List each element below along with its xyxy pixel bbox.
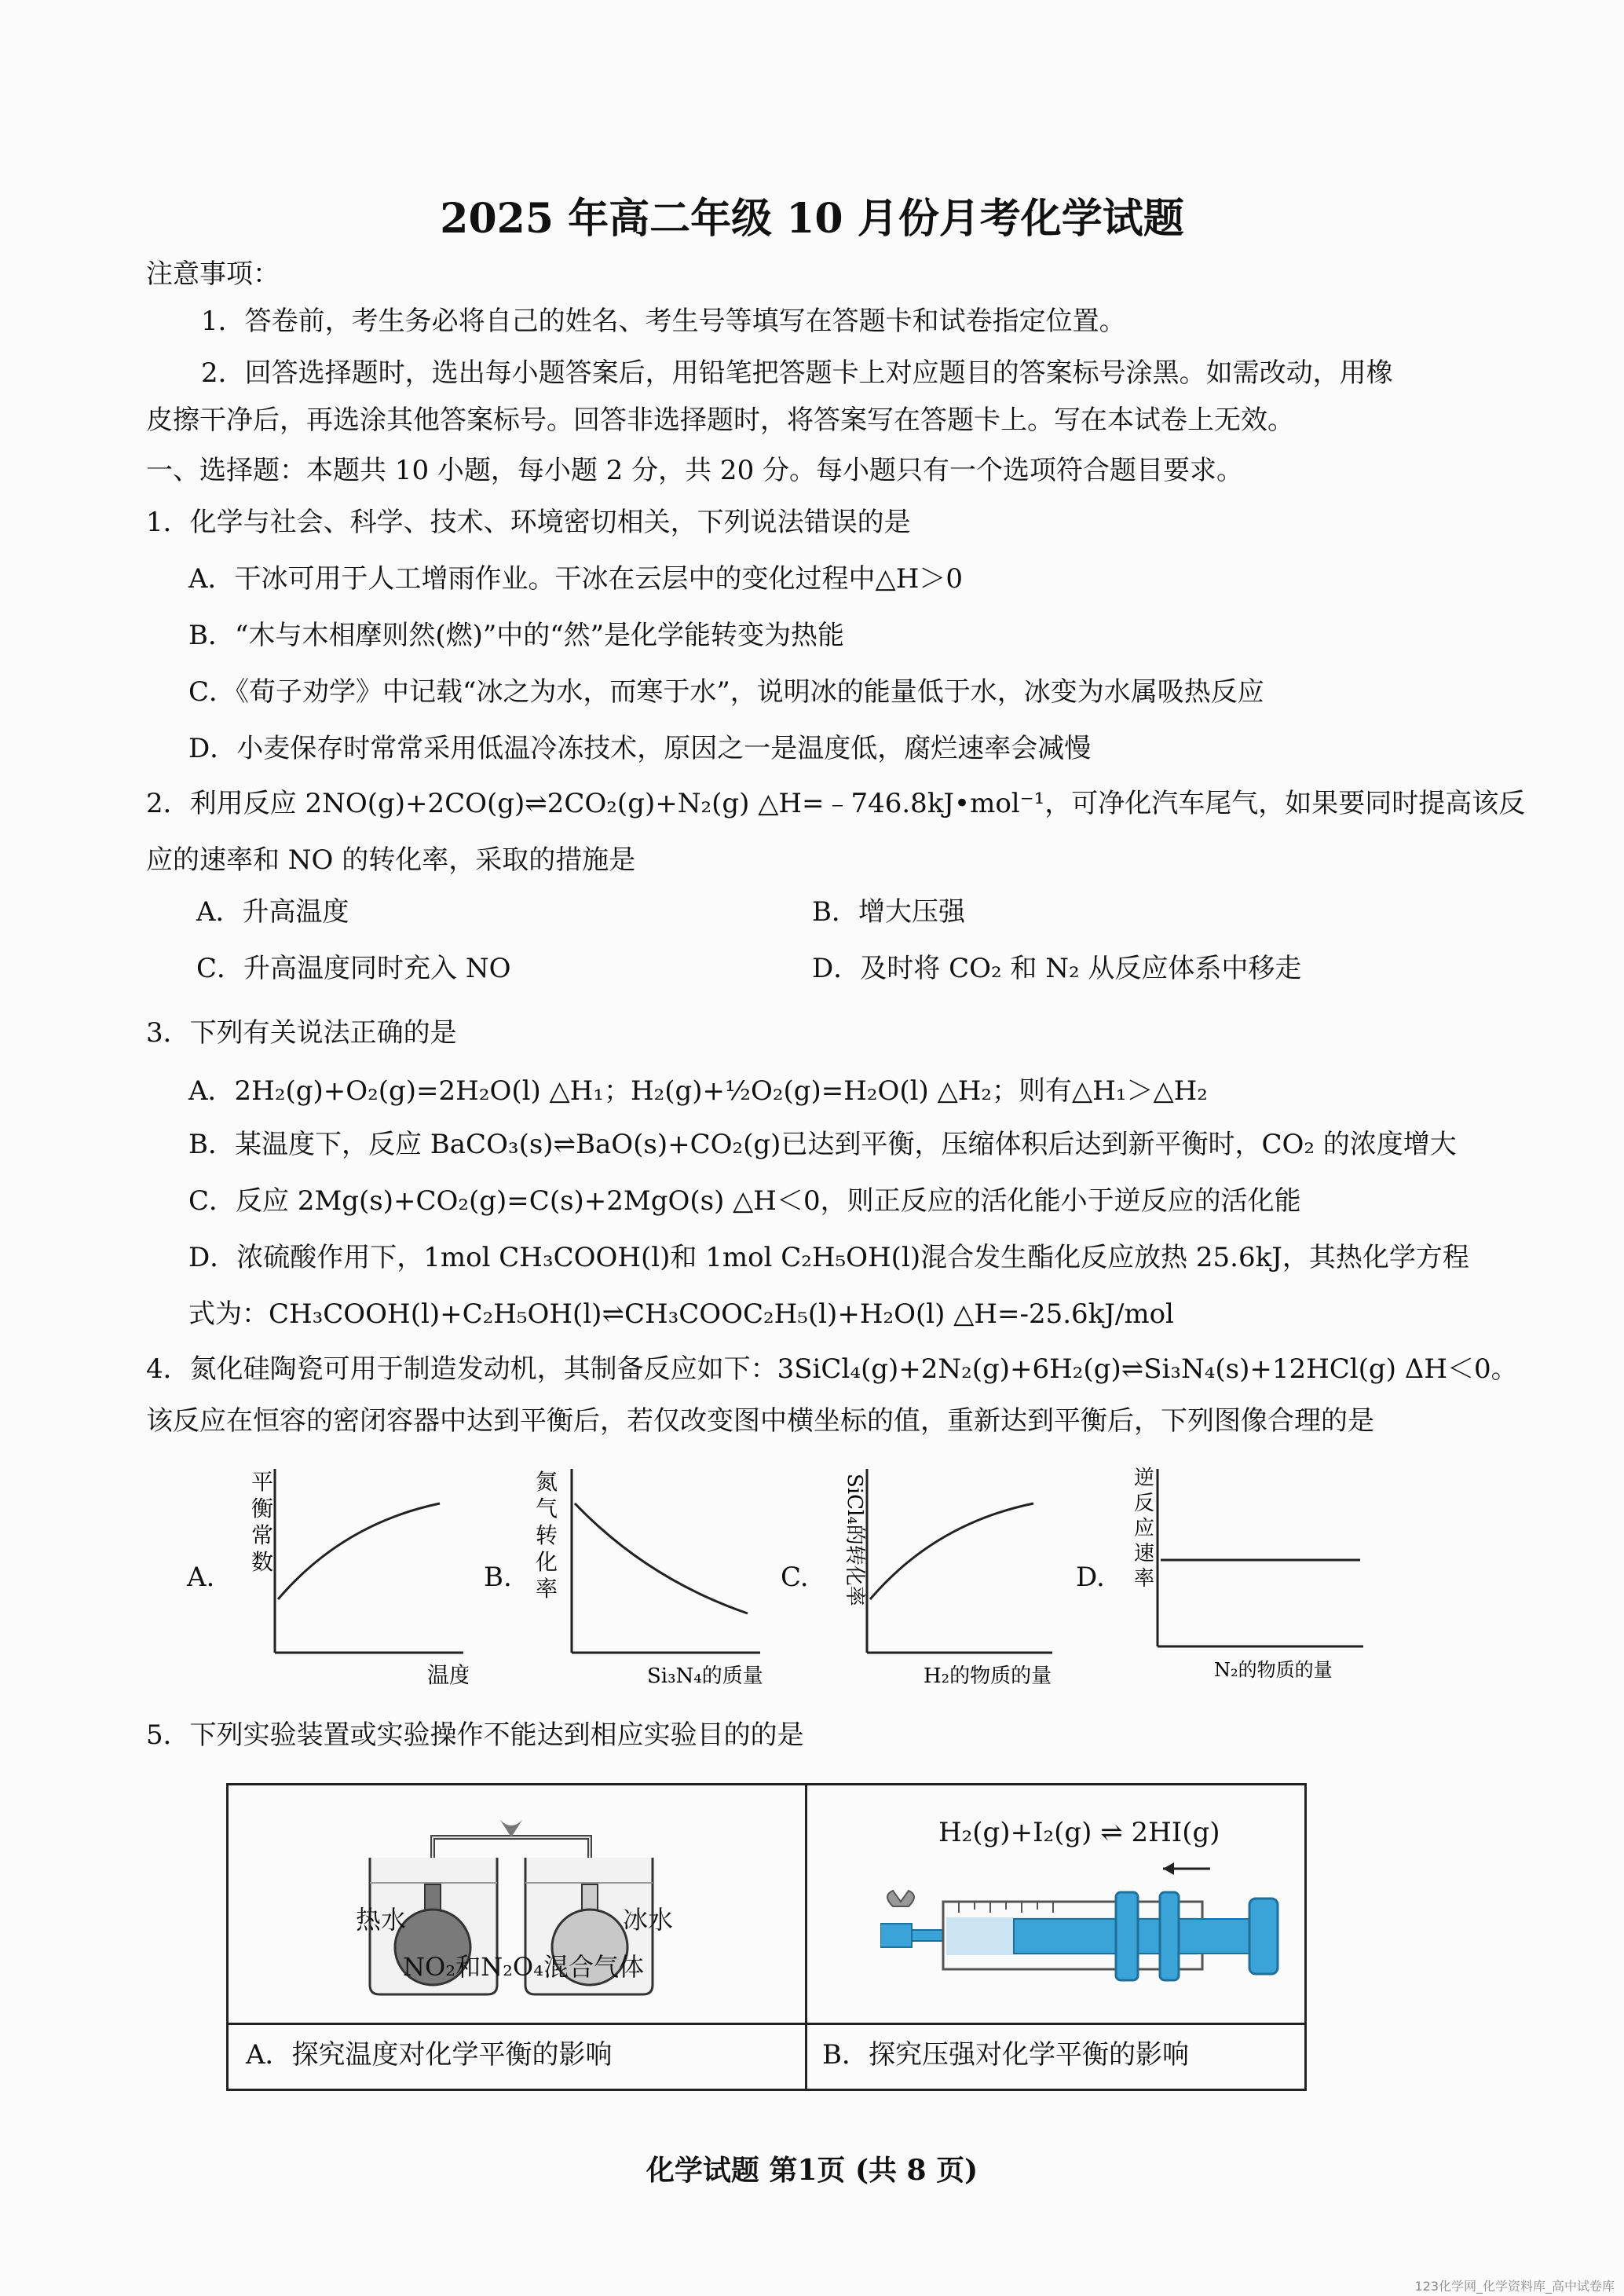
plunger-ring-2	[1160, 1892, 1179, 1980]
q5-caption-b: B．探究压强对化学平衡的影响	[822, 2039, 1189, 2071]
graph-b-svg	[521, 1461, 765, 1689]
q2-option-d: D．及时将 CO₂ 和 N₂ 从反应体系中移走	[812, 953, 1302, 984]
notice-item-1: 1．答卷前，考生务必将自己的姓名、考生号等填写在答题卡和试卷指定位置。	[201, 306, 1126, 337]
graph-d-ylabel-4: 速	[1134, 1542, 1155, 1565]
clamp-icon	[500, 1820, 522, 1837]
graph-d-svg	[1115, 1461, 1366, 1689]
q3-stem: 3．下列有关说法正确的是	[146, 1017, 457, 1049]
q5-stem: 5．下列实验装置或实验操作不能达到相应实验目的的是	[146, 1719, 804, 1751]
apparatus-a-cold-label: 冰水	[623, 1905, 674, 1935]
graph-b-curve	[575, 1503, 748, 1613]
apparatus-b-figure	[880, 1851, 1289, 2009]
graph-d-ylabel-5: 率	[1134, 1567, 1155, 1591]
section-heading: 一、选择题：本题共 10 小题，每小题 2 分，共 20 分。每小题只有一个选项符合题目要求。	[146, 455, 1244, 486]
q1-option-d: D．小麦保存时常常采用低温冷冻技术，原因之一是温度低，腐烂速率会减慢	[188, 733, 1092, 764]
exam-title: 2025 年高二年级 10 月份月考化学试题	[440, 195, 1184, 243]
graph-a-ylabel-3: 常	[251, 1522, 274, 1548]
q3-option-b: B．某温度下，反应 BaCO₃(s)⇌BaO(s)+CO₂(g)已达到平衡，压缩体积后达到新平衡时，CO₂ 的浓度增大	[188, 1129, 1457, 1160]
notice-item-2-line-1: 2．回答选择题时，选出每小题答案后，用铅笔把答题卡上对应题目的答案标号涂黑。如需改动，用橡	[201, 357, 1393, 389]
graph-b-ylabel-3: 转	[536, 1522, 558, 1548]
plunger-handle	[1249, 1899, 1278, 1974]
graph-b-xlabel: Si₃N₄的质量	[647, 1664, 763, 1688]
graph-a-ylabel-2: 衡	[251, 1496, 274, 1522]
q3-option-d-line-2: 式为：CH₃COOH(l)+C₂H₅OH(l)⇌CH₃COOC₂H₅(l)+H₂O(l) △H=-25.6kJ/mol	[188, 1298, 1174, 1330]
graph-b	[521, 1461, 765, 1692]
notice-heading: 注意事项：	[146, 258, 280, 290]
q5-table-row-divider	[229, 2023, 1304, 2025]
q1-stem: 1．化学与社会、科学、技术、环境密切相关，下列说法错误的是	[146, 507, 911, 538]
q5-table	[226, 1783, 1307, 2091]
graph-a-option-label: A.	[187, 1562, 215, 1593]
q3-option-a: A．2H₂(g)+O₂(g)=2H₂O(l) △H₁；H₂(g)+½O₂(g)=H₂O(l) △H₂；则有△H₁＞△H₂	[188, 1075, 1208, 1107]
q2-stem-line-2: 应的速率和 NO 的转化率，采取的措施是	[146, 844, 636, 876]
graph-a-curve	[278, 1503, 440, 1599]
graph-a-xlabel: 温度	[427, 1662, 468, 1688]
notice-item-2-line-2: 皮擦干净后，再选涂其他答案标号。回答非选择题时，将答案写在答题卡上。写在本试卷上无效。	[146, 405, 1294, 436]
q1-option-a: A．干冰可用于人工增雨作业。干冰在云层中的变化过程中△H＞0	[188, 563, 963, 595]
graph-d-ylabel-1: 逆	[1134, 1467, 1155, 1490]
q3-option-c: C．反应 2Mg(s)+CO₂(g)=C(s)+2MgO(s) △H＜0，则正反应的活化能小于逆反应的活化能	[188, 1185, 1301, 1217]
graph-a-ylabel-1: 平	[251, 1469, 274, 1495]
q1-option-b: B．“木与木相摩则然(燃)”中的“然”是化学能转变为热能	[188, 620, 845, 651]
graph-b-ylabel-5: 率	[536, 1576, 558, 1602]
graph-c-curve	[870, 1503, 1033, 1599]
q2-option-b: B．增大压强	[812, 896, 965, 928]
graph-c-option-label: C.	[781, 1562, 809, 1593]
q1-option-c: C．《荀子劝学》中记载“冰之为水，而寒于水”，说明冰的能量低于水，冰变为水属吸热反应	[188, 676, 1264, 708]
graph-a-ylabel-4: 数	[251, 1549, 274, 1575]
graph-c	[817, 1461, 1060, 1692]
graph-d	[1115, 1461, 1366, 1692]
graph-b-ylabel-2: 气	[536, 1496, 558, 1522]
graph-b-ylabel-1: 氮	[536, 1469, 558, 1495]
apparatus-a-hot-label: 热水	[356, 1905, 407, 1935]
q2-stem-line-1: 2．利用反应 2NO(g)+2CO(g)⇌2CO₂(g)+N₂(g) △H=﹣746.8kJ•mol⁻¹，可净化汽车尾气，如果要同时提高该反	[146, 788, 1526, 819]
graph-b-ylabel-4: 化	[536, 1549, 558, 1575]
apparatus-a-gas-label: NO₂和N₂O₄混合气体	[403, 1952, 644, 1982]
graph-c-xlabel: H₂的物质的量	[924, 1664, 1052, 1688]
valve-icon	[880, 1924, 912, 1947]
graph-d-ylabel-3: 应	[1134, 1517, 1155, 1540]
q2-option-a: A．升高温度	[196, 896, 349, 928]
graph-a	[232, 1461, 468, 1692]
q5-caption-a: A．探究温度对化学平衡的影响	[246, 2039, 613, 2071]
q5-table-column-divider	[805, 1785, 807, 2089]
q4-stem-line-1: 4．氮化硅陶瓷可用于制造发动机，其制备反应如下：3SiCl₄(g)+2N₂(g)+6H₂(g)⇌Si₃N₄(s)+12HCl(g) ΔH＜0。	[146, 1353, 1518, 1385]
graph-c-svg	[817, 1461, 1060, 1689]
graph-d-ylabel-2: 反	[1134, 1492, 1155, 1515]
q3-option-d-line-1: D．浓硫酸作用下，1mol CH₃COOH(l)和 1mol C₂H₅OH(l)混合发生酯化反应放热 25.6kJ，其热化学方程	[188, 1242, 1469, 1273]
graph-d-option-label: D.	[1076, 1562, 1105, 1593]
plunger-ring-1	[1116, 1892, 1138, 1980]
graph-b-option-label: B.	[484, 1562, 512, 1593]
graph-d-xlabel: N₂的物质的量	[1214, 1659, 1333, 1681]
apparatus-b-equation: H₂(g)+I₂(g) ⇌ 2HI(g)	[938, 1817, 1220, 1848]
watermark: 123化学网_化学资料库_高中试卷库	[1414, 2279, 1615, 2294]
q4-stem-line-2: 该反应在恒容的密闭容器中达到平衡后，若仅改变图中横坐标的值，重新达到平衡后，下列图像合理的是	[146, 1405, 1374, 1437]
graph-c-ylabel: SiCl₄的转化率	[843, 1474, 866, 1606]
page-footer: 化学试题 第1页 (共 8 页)	[646, 2154, 978, 2187]
q2-option-c: C．升高温度同时充入 NO	[196, 953, 511, 984]
graph-a-svg	[232, 1461, 468, 1689]
